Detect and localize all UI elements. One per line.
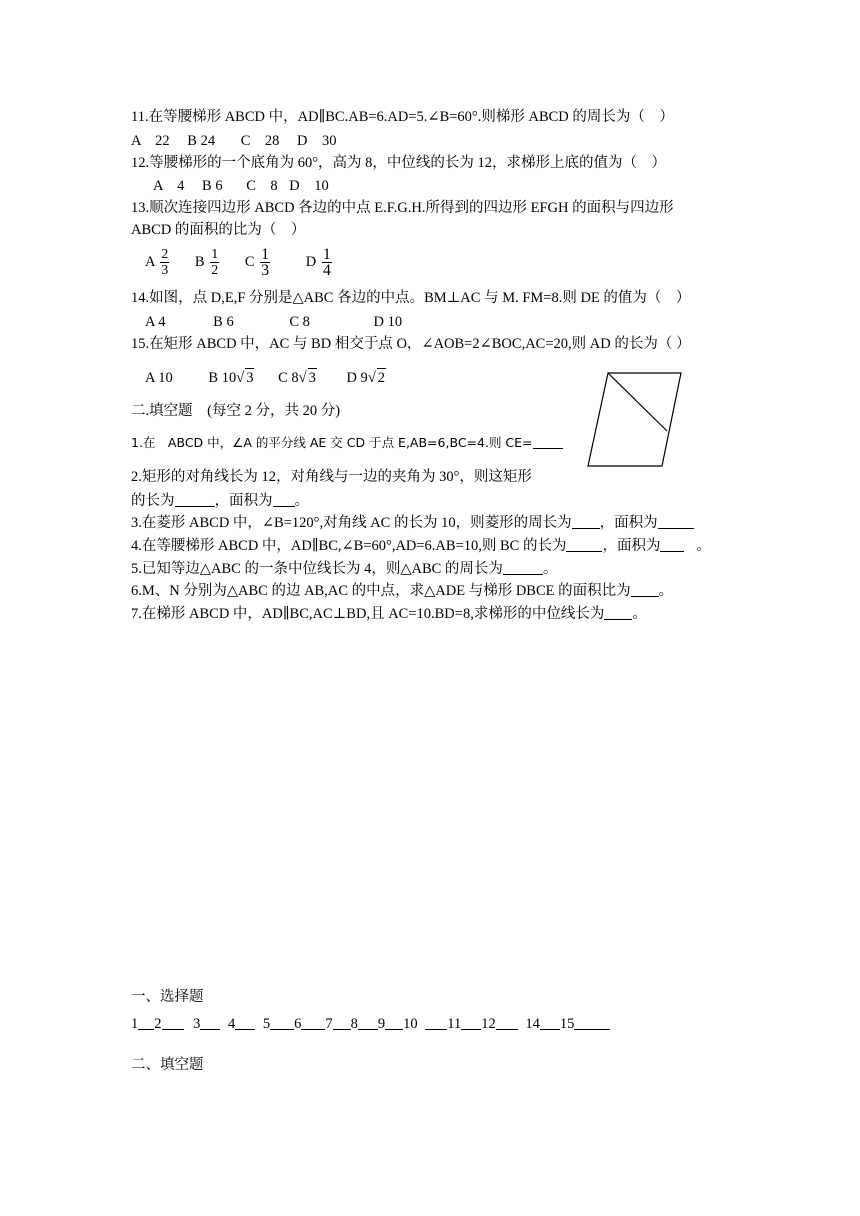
- answer-section1-title: 一、选择题: [131, 989, 204, 1005]
- q14-options: [145, 313, 402, 331]
- answer-num: 11: [447, 1016, 462, 1032]
- answer-blank[interactable]: [385, 1015, 403, 1030]
- fill-3: [131, 514, 694, 532]
- q14-stem: 14.如图，点 D,E,F 分别是△ABC 各边的中点。BM⊥AC 与 M. FM=8.则 DE 的值为（ ）: [131, 290, 691, 306]
- section2-title: 二.填空题 (每空 2 分，共 20 分): [131, 403, 341, 419]
- sqrt-icon: √: [298, 370, 307, 386]
- q13-stem-line2: ABCD 的面积的比为（ ）: [131, 222, 306, 238]
- fill-2-blank-length[interactable]: [175, 492, 215, 507]
- q14-option-a[interactable]: A 4: [145, 314, 166, 330]
- numerator: 1: [211, 247, 219, 263]
- answer-num: 15: [559, 1016, 575, 1032]
- fill-2-line2: [131, 492, 309, 510]
- answer-blank[interactable]: [301, 1015, 325, 1030]
- numerator: 1: [261, 246, 270, 264]
- fill-2-blank-area[interactable]: [273, 492, 295, 507]
- denominator: 3: [261, 262, 270, 280]
- fill-1: [131, 434, 563, 452]
- q12-option-b[interactable]: B 6: [202, 178, 223, 194]
- answer-num: 6: [294, 1016, 302, 1032]
- fill-4-text-a: 4.在等腰梯形 ABCD 中，AD∥BC,∠B=60°,AD=6.AB=10,则 BC 的长为: [131, 538, 567, 554]
- fill-3-text-a: 3.在菱形 ABCD 中，∠B=120°,对角线 AC 的长为 10，则菱形的周长为: [131, 515, 572, 531]
- q11-options: [131, 132, 337, 150]
- fraction: [322, 247, 332, 278]
- answer-blank[interactable]: [270, 1015, 294, 1030]
- q12-options: [153, 177, 329, 195]
- fill-2-line1: 2.矩形的对角线长为 12，对角线与一边的夹角为 30°，则这矩形: [131, 469, 532, 485]
- q13-option-a-letter: A: [145, 254, 155, 270]
- q14-option-b[interactable]: B 6: [213, 314, 234, 330]
- denominator: 4: [322, 262, 331, 280]
- answer-num: 9: [377, 1016, 386, 1032]
- answer-blank[interactable]: [162, 1015, 184, 1030]
- answer-num: 10: [403, 1016, 418, 1032]
- answer-num: 12: [481, 1016, 496, 1032]
- answer-blank[interactable]: [358, 1015, 378, 1030]
- fill-7-text-b: 。: [632, 606, 647, 622]
- answer-blank[interactable]: [574, 1015, 610, 1030]
- fill-6-blank[interactable]: [631, 582, 659, 597]
- fill-7-text-a: 7.在梯形 ABCD 中，AD∥BC,AC⊥BD,且 AC=10.BD=8,求梯形的中位线长为: [131, 606, 605, 622]
- fill-3-text-b: ，面积为: [599, 515, 658, 531]
- fill-4: [131, 537, 711, 555]
- parallelogram-figure: [585, 370, 685, 470]
- numerator: 2: [161, 247, 169, 263]
- fill-2-text-c: 。: [294, 493, 309, 509]
- q13-option-d[interactable]: [306, 244, 334, 280]
- q12-option-a[interactable]: A 4: [153, 178, 185, 194]
- answer-num: 7: [325, 1016, 333, 1032]
- answer-blank[interactable]: [235, 1015, 255, 1030]
- answer-blank[interactable]: [200, 1015, 220, 1030]
- answer-blank[interactable]: [540, 1015, 560, 1030]
- q13-option-c-letter: C: [244, 254, 255, 270]
- fill-6-text-a: 6.M、N 分别为△ABC 的边 AB,AC 的中点，求△ADE 与梯形 DBCE 的面积比为: [131, 583, 631, 599]
- fill-4-blank-area[interactable]: [660, 537, 684, 552]
- radicand: 3: [308, 370, 316, 386]
- q13-option-b-letter: B: [194, 254, 205, 270]
- sqrt-icon: √: [367, 370, 376, 386]
- q15-option-b[interactable]: [208, 368, 254, 387]
- answer-num: 4: [228, 1016, 236, 1032]
- fraction: [260, 247, 270, 278]
- q15-options: [145, 368, 386, 387]
- fill-1-text: 1.在 ABCD 中，∠A 的平分线 AE 交 CD 于点 E,AB=6,BC=4.则 CE=: [131, 435, 533, 450]
- fill-5-text-a: 5.已知等边△ABC 的一条中位线长为 4，则△ABC 的周长为: [131, 561, 503, 577]
- denominator: 3: [161, 263, 169, 279]
- fill-5: [131, 560, 557, 578]
- answer-blank[interactable]: [425, 1015, 447, 1030]
- fraction: [160, 247, 169, 278]
- q13-option-c[interactable]: [245, 244, 272, 280]
- fill-3-blank-area[interactable]: [658, 514, 694, 529]
- parallelogram-outline: [588, 373, 681, 466]
- q15-option-b-text: B 10: [208, 370, 237, 386]
- answer-num: 2: [154, 1016, 162, 1032]
- answer-blank[interactable]: [333, 1015, 351, 1030]
- q12-option-c[interactable]: C 8: [246, 178, 278, 194]
- fill-4-text-b: ，面积为: [602, 538, 661, 554]
- fill-2-text-b: ，面积为: [214, 493, 273, 509]
- fill-7-blank[interactable]: [604, 605, 632, 620]
- answer-blank[interactable]: [138, 1015, 154, 1030]
- fill-4-blank-bc[interactable]: [566, 537, 602, 552]
- answer-blank[interactable]: [496, 1015, 518, 1030]
- q14-option-c[interactable]: C 8: [289, 314, 310, 330]
- q13-options: [145, 244, 334, 280]
- radicand: 3: [246, 370, 254, 386]
- q15-option-d-text: D 9: [346, 370, 368, 386]
- fill-1-blank[interactable]: [533, 434, 563, 449]
- q13-option-a[interactable]: [145, 244, 171, 280]
- q11-option-a[interactable]: A 22: [131, 133, 170, 149]
- angle-bisector-line: [608, 373, 667, 431]
- radicand: 2: [377, 370, 386, 386]
- fill-7: [131, 605, 647, 623]
- fill-6-text-b: 。: [658, 583, 674, 599]
- q15-option-d[interactable]: [346, 368, 386, 387]
- denominator: 2: [211, 263, 219, 279]
- q11-option-d[interactable]: D 30: [297, 133, 337, 149]
- q11-option-b[interactable]: B 24: [187, 133, 216, 149]
- q13-option-b[interactable]: [195, 244, 221, 280]
- fill-6: [131, 582, 673, 600]
- numerator: 1: [322, 246, 331, 264]
- answer-num: 5: [262, 1016, 271, 1032]
- q15-option-c-text: C 8: [278, 370, 299, 386]
- q15-option-c[interactable]: [278, 368, 317, 387]
- answer-num: 14: [525, 1016, 540, 1032]
- q11-stem: 11.在等腰梯形 ABCD 中，AD∥BC.AB=6.AD=5.∠B=60°.则梯形 ABCD 的周长为（ ）: [131, 109, 674, 125]
- q13-option-d-letter: D: [305, 254, 317, 270]
- fill-4-text-c: 。: [696, 538, 711, 554]
- q15-stem: 15.在矩形 ABCD 中，AC 与 BD 相交于点 O，∠AOB=2∠BOC,AC=20,则 AD 的长为（ ）: [131, 336, 691, 352]
- fill-2-text-a: 的长为: [131, 493, 175, 509]
- fill-5-blank[interactable]: [503, 560, 543, 575]
- q15-option-a[interactable]: A 10: [145, 370, 173, 386]
- answer-num: 3: [193, 1016, 201, 1032]
- answer-choice-row: [131, 1015, 610, 1033]
- q14-option-d[interactable]: D 10: [373, 314, 403, 330]
- q12-stem: 12.等腰梯形的一个底角为 60°，高为 8，中位线的长为 12，求梯形上底的值为（ ）: [131, 155, 667, 171]
- q11-option-c[interactable]: C 28: [240, 133, 280, 149]
- fill-3-blank-perimeter[interactable]: [572, 514, 600, 529]
- q12-option-d[interactable]: D 10: [289, 178, 329, 194]
- fraction: [210, 247, 219, 278]
- q13-stem-line1: 13.顺次连接四边形 ABCD 各边的中点 E.F.G.H.所得到的四边形 EFGH 的面积与四边形: [131, 200, 674, 216]
- answer-num: 8: [350, 1016, 358, 1032]
- answer-section2-title: 二、填空题: [131, 1057, 204, 1073]
- fill-5-text-b: 。: [542, 561, 558, 577]
- sqrt-icon: √: [236, 370, 245, 386]
- answer-blank[interactable]: [461, 1015, 481, 1030]
- answer-num: 1: [131, 1016, 139, 1032]
